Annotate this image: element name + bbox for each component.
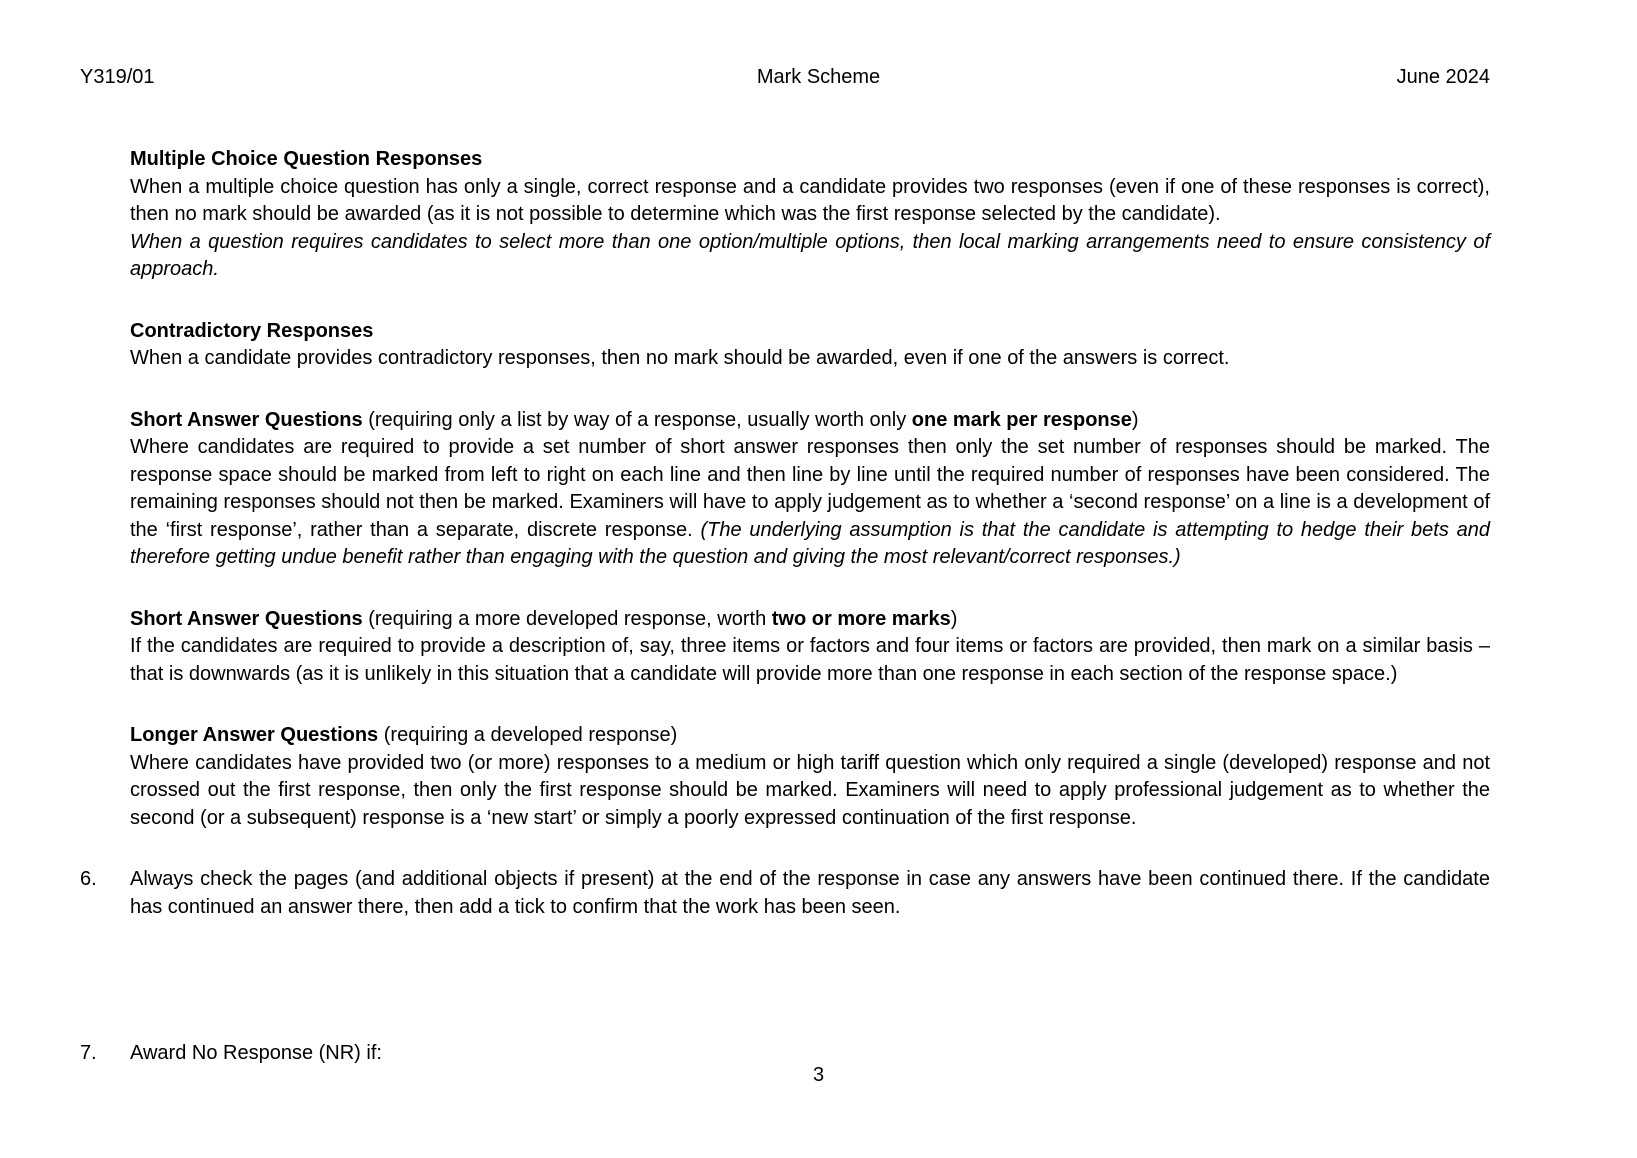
heading-bold-text: Multiple Choice Question Responses [130,148,483,170]
document-body [130,146,1490,832]
heading-bold-text-2: two or more marks [771,607,951,630]
section-paragraph: When a candidate provides contradictory responses, then no mark should be awarded, even if one of the answers is correct. [130,347,1230,369]
item-text: Always check the pages (and additional objects if present) at the end of the response in case any answers have been continued there. If the candidate has continued an answer there, then add a tick to confirm that the work has been seen. [130,868,1490,918]
heading-normal-text: (requiring only a list by way of a response, usually worth only [362,408,912,431]
section-paragraph: When a multiple choice question has only a single, correct response and a candidate provides two responses (even if one of these responses is correct), then no mark should be awarded (as it is not possible to determine which was the first response selected by the candidate). [130,175,1490,225]
heading-bold-text-2: one mark per response [911,408,1132,431]
section-contradictory-responses [130,318,1490,373]
heading-bold-text: Contradictory Responses [130,319,374,342]
section-heading [130,407,1490,435]
item-text: Award No Response (NR) if: [130,1042,382,1064]
section-paragraph-italic: When a question requires candidates to select more than one option/multiple options, then local marking arrangements need to ensure consistency of approach. [130,230,1490,280]
section-heading [130,318,1490,346]
section-longer-answer [130,722,1490,832]
section-heading [130,722,1490,750]
heading-bold-text: Short Answer Questions [130,408,363,431]
section-short-answer-list [130,407,1490,572]
section-heading [130,606,1490,634]
heading-bold-text: Longer Answer Questions [130,724,379,746]
heading-bold-text: Short Answer Questions [130,607,363,630]
paragraph-italic-text: (The underlying assumption is that the candidate is attempting to hedge their bets and therefore getting undue benefit rather than engaging with the question and giving the most relevant/correct responses.) [130,518,1490,568]
paragraph-normal-text: Where candidates are required to provide a set number of short answer responses then only the set number of responses should be marked. The response space should be marked from left to right on each line and then line by line until the required number of responses have been considered. The remaining responses should not then be marked. Examiners will have to apply judgement as to whether a ‘second response’ on a line is a development of the ‘first response’, rather than a separate, discrete response. [130,436,1490,541]
heading-normal-text-2: ) [950,607,958,630]
page-number: 3 [812,1064,825,1086]
heading-normal-text-2: ) [1131,408,1139,431]
header-title: Mark Scheme [756,66,881,88]
page-header [0,0,1637,92]
numbered-item-6 [80,866,1490,921]
item-number: 7. [80,1042,97,1064]
section-multiple-choice-responses [130,146,1490,284]
header-doc-code: Y319/01 [80,66,155,88]
heading-normal-text: (requiring a developed response) [378,724,678,746]
section-heading [130,146,1490,174]
section-paragraph: Where candidates have provided two (or more) responses to a medium or high tariff question which only required a single (developed) response and not crossed out the first response, then only the first response should be marked. Examiners will need to apply professional judgement as to whether the second (or a subsequent) response is a ‘new start’ or simply a poorly expressed continuation of the first response. [130,751,1490,829]
heading-normal-text: (requiring a more developed response, worth [362,607,772,630]
section-paragraph [130,434,1490,572]
section-paragraph: If the candidates are required to provide a description of, say, three items or factors and four items or factors are provided, then mark on a similar basis – that is downwards (as it is unlikely in this situation that a candidate will provide more than one response in each section of the response space.) [130,635,1490,685]
header-date: June 2024 [1396,66,1490,88]
item-number: 6. [80,868,97,890]
section-short-answer-developed [130,606,1490,689]
